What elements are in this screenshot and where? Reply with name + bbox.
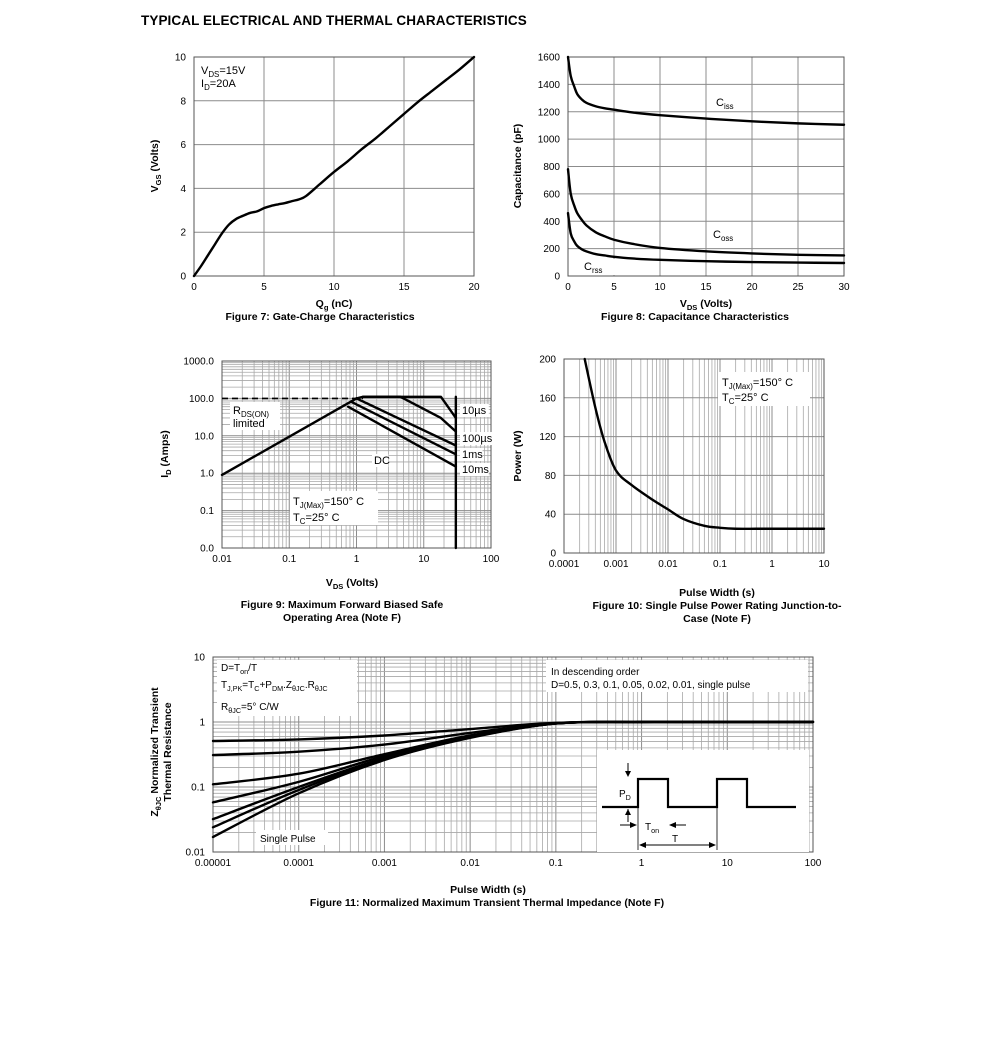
x-tick-label: 0.0001 [283,858,315,869]
x-tick-label: 0.1 [282,554,297,565]
text-span: J(Max) [299,501,324,510]
text-span: (nC) [328,298,353,310]
fig9-chart [159,357,500,625]
curve-label-1: 100µs [462,433,493,445]
figure-caption-line2: Case (Note F) [683,613,751,625]
t-label: T [672,834,679,845]
y-tick-label: 80 [544,470,556,482]
text-span: P [619,789,626,800]
single-pulse-label: Single Pulse [260,834,316,845]
text-span: V [679,298,687,310]
text-span: =150° C [752,377,794,389]
figure-caption-line1: Figure 9: Maximum Forward Biased Safe [240,599,444,611]
y-tick-label: 0 [550,548,556,560]
fig10-chart [512,355,842,626]
text-span: /T [248,663,258,674]
y-tick-label: 0.1 [191,782,205,794]
x-axis-label [326,577,378,591]
text-span: Normalized Transient [149,687,161,797]
x-tick-label: 30 [838,282,850,293]
y-tick-label: 100.0 [188,393,214,405]
x-tick-label: 0.0001 [548,559,580,570]
text-span: R [233,405,241,417]
text-span: GS [154,174,163,186]
y-tick-label: 0.0 [200,543,214,555]
x-tick-label: 0.1 [713,559,727,570]
fig8-grid [568,57,844,276]
x-tick-label: 0.01 [658,559,678,570]
text-span: T [722,392,729,404]
x-tick-label: 1 [769,559,775,570]
text-span: T [221,680,228,691]
y-tick-label: 1200 [537,107,560,119]
text-span: Q [315,298,324,310]
figure-caption: Figure 11: Normalized Maximum Transient Thermal Impedance (Note F) [309,897,665,909]
vds-annotation [201,65,246,79]
y-tick-label: 0.1 [200,506,214,518]
text-span: +P [259,680,272,691]
y-tick-label: 10 [193,652,205,664]
y-axis-label-line1 [149,687,163,817]
y-tick-label: 2 [180,227,186,239]
curve-label-2: 1ms [462,449,483,461]
x-tick-label: 1 [353,554,360,565]
y-axis-label [512,430,524,481]
text-span: C [584,261,592,273]
figure-caption: Figure 7: Gate-Charge Characteristics [225,311,415,323]
y-tick-label: 1000 [537,134,560,146]
text-span: V [325,577,333,589]
text-span: J(Max) [728,382,753,391]
text-span: D [625,793,631,802]
text-span: C [254,684,260,693]
limited-label: limited [233,418,265,430]
fig11-chart [149,653,822,910]
y-tick-label: 10.0 [194,431,214,443]
text-span: T [293,496,300,508]
text-span: Z [149,810,161,817]
y-tick-label: 600 [543,189,560,201]
text-span: on [651,826,660,835]
text-span: iss [723,102,734,111]
y-tick-label: 0.01 [185,847,205,859]
y-tick-label: 8 [180,96,186,108]
y-tick-label: 10 [174,52,186,64]
x-tick-label: 10 [818,559,830,570]
x-tick-label: 10 [654,282,666,293]
x-tick-label: 15 [700,282,712,293]
y-tick-label: 1.0 [200,468,214,480]
y-tick-label: 200 [543,244,560,256]
text-span: =15V [219,65,246,77]
text-span: I [159,474,171,478]
x-tick-label: 0.01 [460,858,480,869]
text-span: R [221,702,229,713]
fig8-chart [512,53,850,324]
text-span: V [149,185,161,193]
x-tick-label: 100 [804,858,822,869]
pulse-diagram-inset [597,750,809,852]
text-span: .R [304,680,315,691]
y-tick-label: 4 [180,183,186,195]
y-axis-label-line2 [162,702,174,801]
x-tick-label: 0.1 [548,858,563,869]
text-span: g [323,303,329,312]
text-span: θJC [314,684,328,693]
figure-caption: Figure 8: Capacitance Characteristics [601,311,789,323]
text-span: DM [271,684,284,693]
text-span: (Volts) [149,139,161,175]
text-span: Capacitance (pF) [512,123,524,209]
text-span: θJC [292,684,305,693]
y-tick-label: 800 [543,162,560,173]
x-tick-label: 5 [611,282,617,293]
text-span: on [240,667,249,676]
x-tick-label: 15 [398,282,410,293]
x-tick-label: 0 [191,282,197,293]
text-span: =25° C [734,392,769,404]
x-tick-label: 10 [328,282,340,293]
y-tick-label: 6 [180,140,186,152]
order-label: In descending order [551,667,640,678]
curve-label-3: 10ms [462,464,489,476]
text-span: DS(ON) [240,410,270,419]
text-span: =5° C/W [241,702,279,713]
y-tick-label: 0 [554,271,560,283]
text-span: I [201,78,205,90]
text-span: θJC [154,796,163,811]
text-span: DS [332,582,344,591]
y-tick-label: 0 [180,271,186,283]
text-span: C [716,97,724,109]
text-span: oss [720,234,734,243]
y-axis-label [159,430,173,477]
y-tick-label: 40 [544,509,556,521]
text-span: Thermal Resistance [162,702,174,802]
text-span: C [299,517,306,526]
y-tick-label: 1000.0 [183,356,214,368]
text-span: (Volts) [697,298,733,310]
x-tick-label: 100 [482,554,500,565]
text-span: =20A [209,78,236,90]
text-span: D [204,83,210,92]
y-tick-label: 1600 [537,52,560,64]
y-axis-label [149,140,163,193]
page-title: TYPICAL ELECTRICAL AND THERMAL CHARACTERISTICS [141,13,527,28]
x-axis-label [316,298,353,312]
y-tick-label: 200 [539,354,556,366]
x-tick-label: 5 [261,282,267,293]
text-span: .Z [283,680,293,691]
x-tick-label: 0.00001 [194,858,232,869]
text-span: T [293,512,300,524]
text-span: =150° C [323,496,365,508]
text-span: J,PK [227,684,243,693]
text-span: θJC [228,706,242,715]
y-tick-label: 1 [199,717,205,729]
x-tick-label: 20 [468,282,480,293]
text-span: T [645,822,652,833]
y-tick-label: 160 [539,393,556,405]
figure-caption-line1: Figure 10: Single Pulse Power Rating Junction-to- [592,600,842,612]
text-span: Power (W) [512,430,524,482]
text-span: DS [208,70,220,79]
curve-label-4: DC [374,455,390,467]
x-tick-label: 0.01 [212,554,232,565]
x-tick-label: 25 [792,282,804,293]
x-tick-label: 0 [565,282,571,293]
text-span: D=T [221,663,241,674]
x-axis-label [680,298,732,312]
text-span: =T [242,680,255,691]
text-span: rss [591,266,603,275]
y-tick-label: 1400 [537,79,560,91]
duty-list-label: D=0.5, 0.3, 0.1, 0.05, 0.02, 0.01, single pulse [551,680,751,691]
x-tick-label: 10 [418,554,430,565]
x-axis-label: Pulse Width (s) [679,587,755,599]
text-span: T [722,377,729,389]
curve-label-0: 10µs [462,405,487,417]
y-tick-label: 120 [539,432,556,444]
x-tick-label: 20 [746,282,758,293]
text-span: =25° C [305,512,340,524]
text-span: D [164,469,173,475]
text-span: V [201,65,209,77]
x-tick-label: 0.001 [371,858,397,869]
x-tick-label: 1 [638,858,645,869]
text-span: (Amps) [159,430,171,470]
x-axis-label: Pulse Width (s) [450,884,526,896]
y-axis-label [512,124,524,209]
y-tick-label: 400 [543,216,560,228]
text-span: DS [686,303,698,312]
text-span: C [713,229,721,241]
x-tick-label: 10 [721,858,733,869]
fig7-chart [149,53,480,324]
figure-caption-line2: Operating Area (Note F) [282,612,402,624]
text-span: (Volts) [343,577,379,589]
text-span: C [728,397,735,406]
x-tick-label: 0.001 [603,559,629,570]
